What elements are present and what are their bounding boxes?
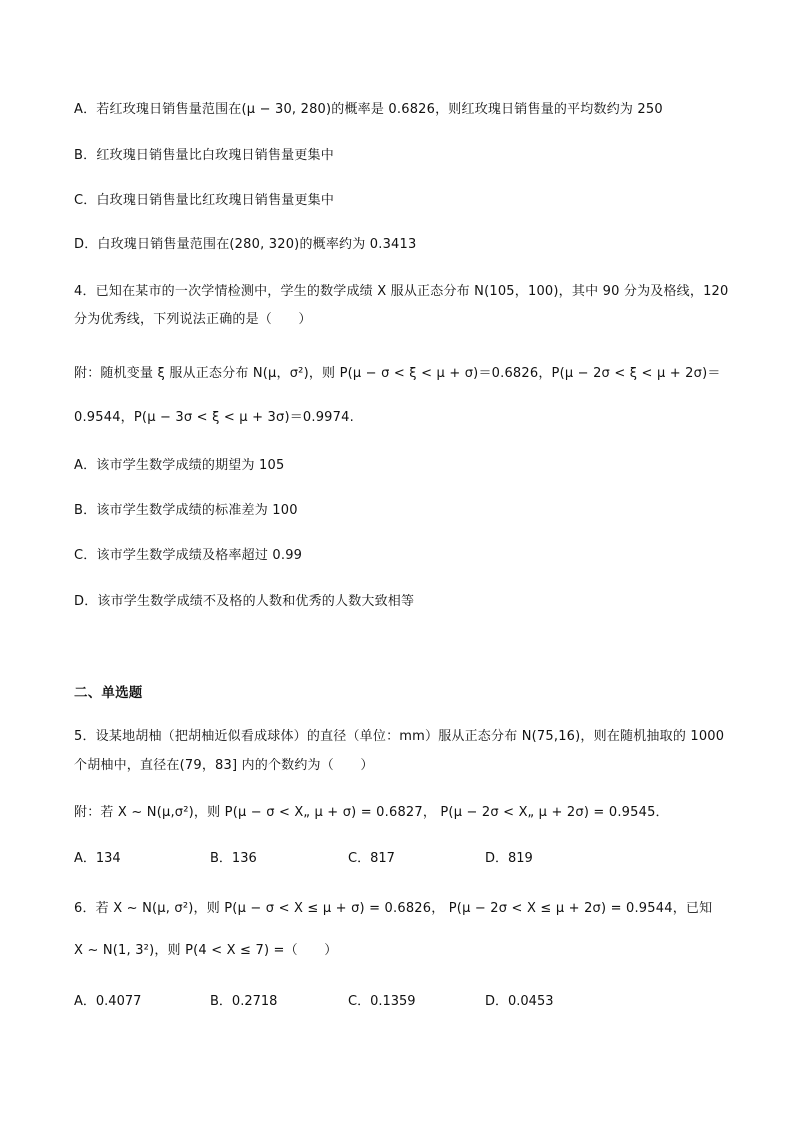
q5-option-d: D．819 bbox=[485, 851, 533, 866]
q5-option-a: A．134 bbox=[74, 851, 121, 866]
q6-option-c: C．0.1359 bbox=[348, 994, 416, 1009]
q3-option-b: B．红玫瑰日销售量比白玫瑰日销售量更集中 bbox=[74, 148, 334, 163]
q4-option-a: A．该市学生数学成绩的期望为 105 bbox=[74, 458, 285, 473]
q4-stem-line1: 4．已知在某市的一次学情检测中，学生的数学成绩 X 服从正态分布 N(105，100)，其中 90 分为及格线，120 bbox=[74, 284, 729, 299]
q5-stem-line2: 个胡柚中，直径在(79，83] 内的个数约为（ ） bbox=[74, 758, 374, 773]
q4-note-line1: 附：随机变量 ξ 服从正态分布 N(μ，σ²)，则 P(μ − σ < ξ < μ + σ)＝0.6826，P(μ − 2σ < ξ < μ + 2σ)＝ bbox=[74, 366, 721, 381]
q4-option-c: C．该市学生数学成绩及格率超过 0.99 bbox=[74, 548, 303, 563]
q6-option-b: B．0.2718 bbox=[210, 994, 278, 1009]
q5-stem-line1: 5．设某地胡柚（把胡柚近似看成球体）的直径（单位：mm）服从正态分布 N(75,16)，则在随机抽取的 1000 bbox=[74, 729, 725, 744]
q5-option-b: B．136 bbox=[210, 851, 257, 866]
q3-option-d: D．白玫瑰日销售量范围在(280, 320)的概率约为 0.3413 bbox=[74, 237, 417, 252]
section-heading: 二、单选题 bbox=[74, 685, 143, 701]
q4-option-b: B．该市学生数学成绩的标准差为 100 bbox=[74, 503, 298, 518]
q6-stem-line1: 6．若 X ~ N(μ, σ²)，则 P(μ − σ < X ≤ μ + σ) = 0.6826， P(μ − 2σ < X ≤ μ + 2σ) = 0.9544，已知 bbox=[74, 901, 713, 916]
q6-option-d: D．0.0453 bbox=[485, 994, 554, 1009]
q6-option-a: A．0.4077 bbox=[74, 994, 142, 1009]
q4-stem-line2: 分为优秀线，下列说法正确的是（ ） bbox=[74, 312, 312, 327]
q5-option-c: C．817 bbox=[348, 851, 395, 866]
q3-option-c: C．白玫瑰日销售量比红玫瑰日销售量更集中 bbox=[74, 193, 335, 208]
q4-note-line2: 0.9544，P(μ − 3σ < ξ < μ + 3σ)＝0.9974. bbox=[74, 410, 354, 425]
q3-option-a: A．若红玫瑰日销售量范围在(μ − 30, 280)的概率是 0.6826，则红玫瑰日销售量的平均数约为 250 bbox=[74, 102, 663, 117]
q4-option-d: D．该市学生数学成绩不及格的人数和优秀的人数大致相等 bbox=[74, 594, 415, 609]
q6-stem-line2: X ~ N(1, 3²)，则 P(4 < X ≤ 7) =（ ） bbox=[74, 943, 338, 958]
q5-note: 附：若 X ~ N(μ,σ²)，则 P(μ − σ < X„ μ + σ) = 0.6827， P(μ − 2σ < X„ μ + 2σ) = 0.9545． bbox=[74, 805, 669, 820]
